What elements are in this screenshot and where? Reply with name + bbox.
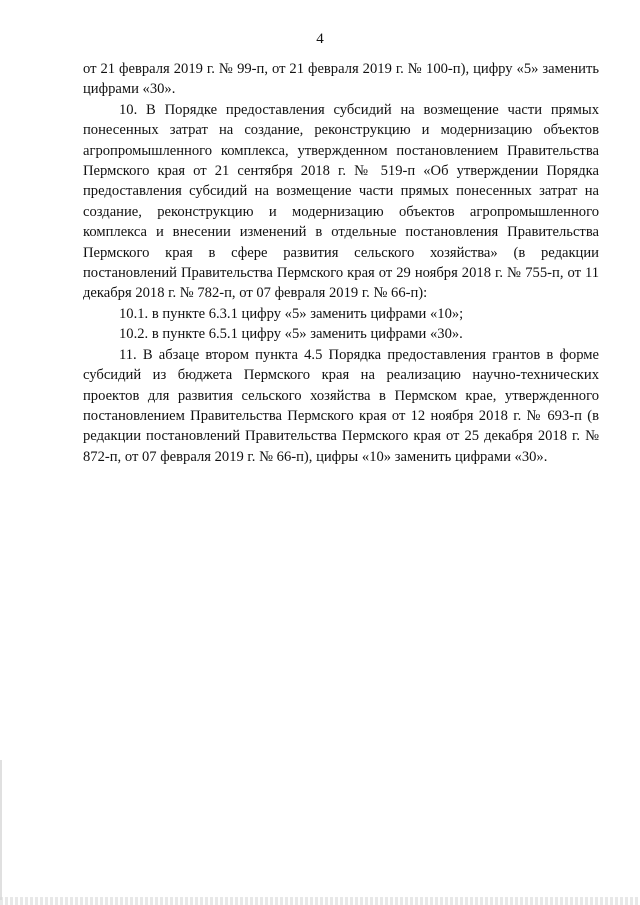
page-number: 4 [316, 31, 324, 47]
paragraph-continuation: от 21 февраля 2019 г. № 99-п, от 21 февраля 2019 г. № 100-п), цифру «5» заменить цифрами «30». [83, 61, 599, 98]
paragraph-item-11: 11. В абзаце втором пункта 4.5 Порядка предоставления грантов в форме субсидий из бюджета Пермского края на реализацию научно-технических проектов для развития сельского хозяйства в Пермском крае, утвержденного постановлением Правительства Пермского края от 12 ноября 2018 г. № 693-п (в редакции постановлений Правительства Пермского края от 25 декабря 2018 г. № 872-п, от 07 февраля 2019 г. № 66-п), цифры «10» заменить цифрами «30». [83, 346, 599, 465]
paragraph-item-10: 10. В Порядке предоставления субсидий на возмещение части прямых понесенных затрат на создание, реконструкцию и модернизацию объектов агропромышленного комплекса, утвержденном постановлением Правительства Пермского края от 21 сентября 2018 г. № 519-п «Об утверждении Порядка предоставления субсидий на возмещение части прямых понесенных затрат на создание, реконструкцию и модернизацию объектов агропромышленного комплекса и внесении изменений в отдельные постановления Правительства Пермского края в сфере развития сельского хозяйства» (в редакции постановлений Правительства Пермского края от 29 ноября 2018 г. № 755-п, от 11 декабря 2018 г. № 782-п, от 07 февраля 2019 г. № 66-п): [83, 101, 599, 302]
document-body [83, 59, 599, 467]
paragraph-item-10-2: 10.2. в пункте 6.5.1 цифру «5» заменить цифрами «30». [119, 326, 463, 343]
paragraph-item-10-1: 10.1. в пункте 6.3.1 цифру «5» заменить цифрами «10»; [119, 305, 464, 322]
scan-edge-artifact [0, 760, 2, 900]
scan-bottom-artifact [0, 897, 640, 905]
